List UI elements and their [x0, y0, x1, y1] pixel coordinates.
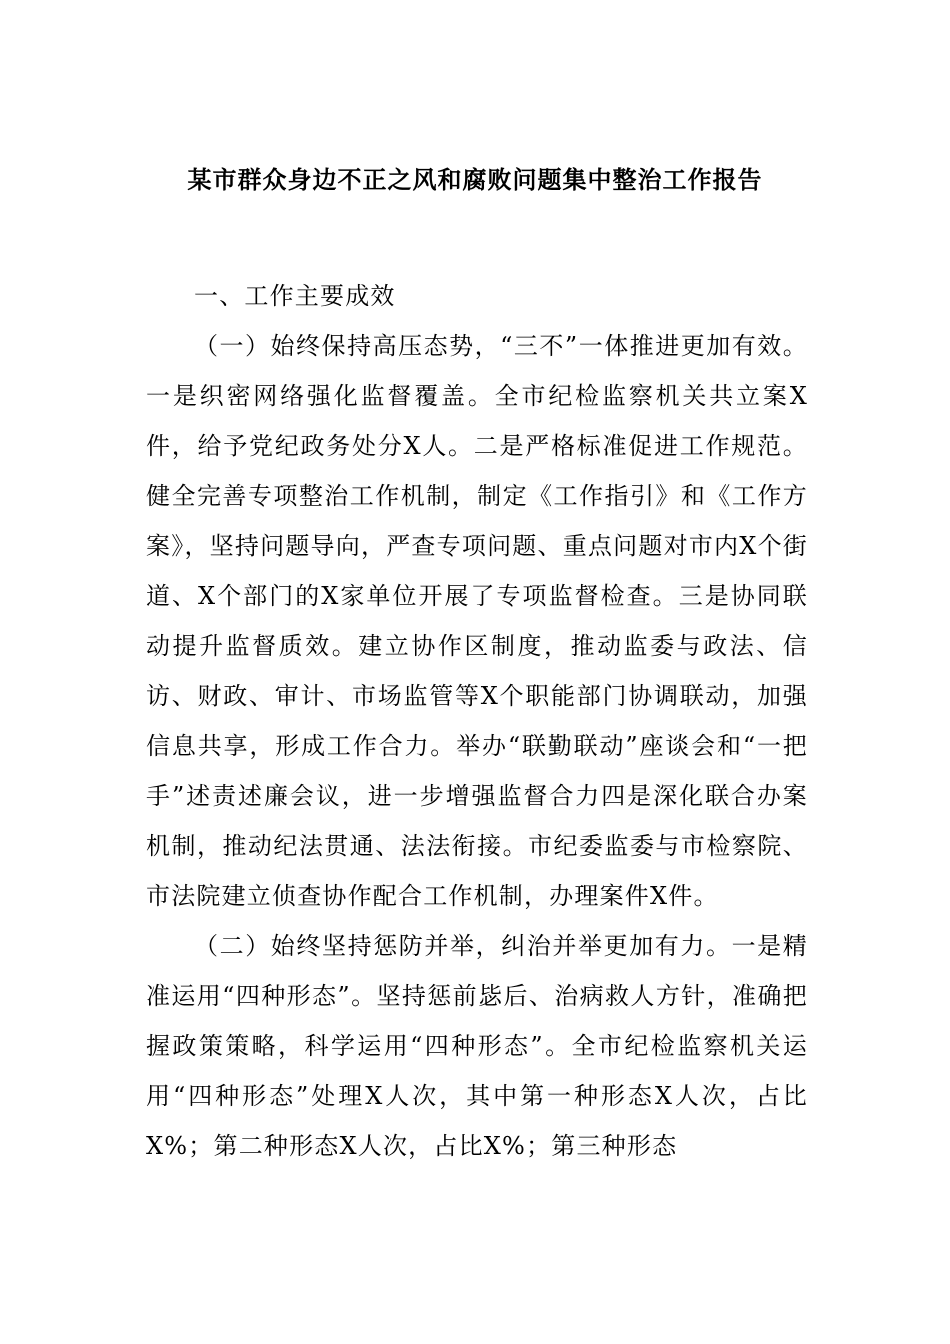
document-body: [146, 271, 808, 1171]
paragraph-2: （二）始终坚持惩防并举，纠治并举更加有力。一是精准运用“四种形态”。坚持惩前毖后、治病救人方针，准确把握政策策略，科学运用“四种形态”。全市纪检监察机关运用“四种形态”处理X人次，其中第一种形态X人次，占比X%；第二种形态X人次，占比X%；第三种形态: [146, 932, 808, 1160]
section-heading: 一、工作主要成效: [194, 282, 396, 310]
document-title: 某市群众身边不正之风和腐败问题集中整治工作报告: [187, 165, 763, 194]
paragraph-1: （一）始终保持高压态势，“三不”一体推进更加有效。一是织密网络强化监督覆盖。全市纪检监察机关共立案X件，给予党纪政务处分X人。二是严格标准促进工作规范。健全完善专项整治工作机制，制定《工作指引》和《工作方案》，坚持问题导向，严查专项问题、重点问题对市内X个街道、X个部门的X家单位开展了专项监督检查。三是协同联动提升监督质效。建立协作区制度，推动监委与政法、信访、财政、审计、市场监管等X个职能部门协调联动，加强信息共享，形成工作合力。举办“联勤联动”座谈会和“一把手”述责述廉会议，进一步增强监督合力四是深化联合办案机制，推动纪法贯通、法法衔接。市纪委监委与市检察院、市法院建立侦查协作配合工作机制，办理案件X件。: [146, 332, 808, 910]
